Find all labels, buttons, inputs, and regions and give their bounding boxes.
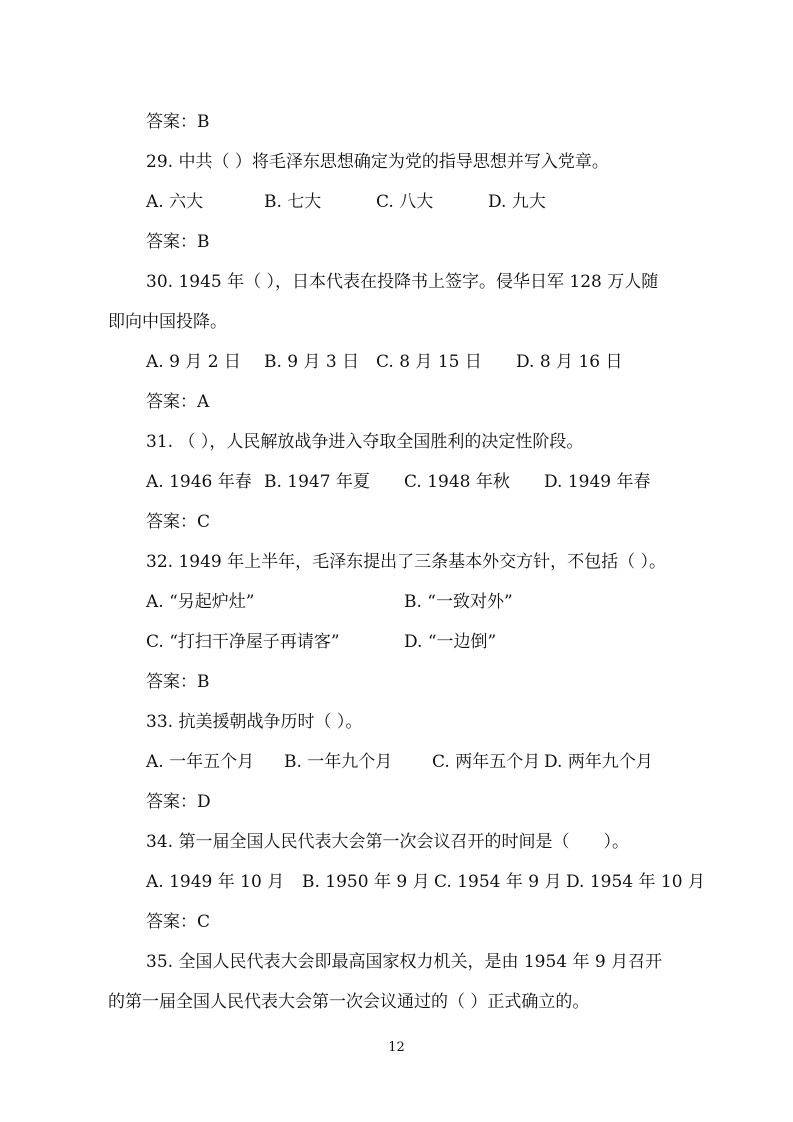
question-31: 31. （ ），人民解放战争进入夺取全国胜利的决定性阶段。 (146, 432, 584, 452)
option-34-d: D. 1954 年 10 月 (566, 872, 705, 892)
option-32-b: B. “一致对外” (404, 592, 513, 612)
option-33-a: A. 一年五个月 (146, 752, 255, 772)
option-34-c: C. 1954 年 9 月 (434, 872, 562, 892)
option-29-c: C. 八大 (376, 192, 434, 212)
answer-30: 答案：A (146, 392, 210, 412)
option-32-c: C. “打扫干净屋子再请客” (146, 632, 340, 652)
answer-31: 答案：C (146, 512, 211, 532)
option-30-c: C. 8 月 15 日 (376, 352, 482, 372)
option-32-a: A. “另起炉灶” (146, 592, 255, 612)
option-30-b: B. 9 月 3 日 (264, 352, 360, 372)
answer-29: 答案：B (146, 232, 210, 252)
option-31-b: B. 1947 年夏 (264, 472, 370, 492)
answer-32: 答案：B (146, 672, 210, 692)
option-29-b: B. 七大 (264, 192, 322, 212)
option-30-d: D. 8 月 16 日 (516, 352, 623, 372)
answer-33: 答案：D (146, 792, 211, 812)
option-29-a: A. 六大 (146, 192, 204, 212)
option-32-d: D. “一边倒” (404, 632, 497, 652)
option-33-b: B. 一年九个月 (284, 752, 393, 772)
option-31-c: C. 1948 年秋 (404, 472, 510, 492)
question-35-line-1: 35. 全国人民代表大会即最高国家权力机关，是由 1954 年 9 月召开 (146, 952, 663, 972)
answer-28: 答案：B (146, 112, 210, 132)
option-33-c: C. 两年五个月 (432, 752, 541, 772)
option-30-a: A. 9 月 2 日 (146, 352, 241, 372)
question-34: 34. 第一届全国人民代表大会第一次会议召开的时间是（ ）。 (146, 832, 629, 852)
option-34-a: A. 1949 年 10 月 (146, 872, 285, 892)
option-33-d: D. 两年九个月 (544, 752, 653, 772)
answer-34: 答案：C (146, 912, 211, 932)
option-31-d: D. 1949 年春 (544, 472, 651, 492)
question-29: 29. 中共（ ）将毛泽东思想确定为党的指导思想并写入党章。 (146, 152, 609, 172)
question-33: 33. 抗美援朝战争历时（ ）。 (146, 712, 363, 732)
option-34-b: B. 1950 年 9 月 (302, 872, 430, 892)
page-number: 12 (388, 1040, 405, 1055)
question-35-line-2: 的第一届全国人民代表大会第一次会议通过的（ ）正式确立的。 (108, 992, 590, 1012)
question-32: 32. 1949 年上半年，毛泽东提出了三条基本外交方针，不包括（ ）。 (146, 552, 667, 572)
option-31-a: A. 1946 年春 (146, 472, 252, 492)
question-30-line-2: 即向中国投降。 (108, 312, 227, 332)
question-30-line-1: 30. 1945 年（ ），日本代表在投降书上签字。侵华日军 128 万人随 (146, 272, 659, 292)
option-29-d: D. 九大 (488, 192, 546, 212)
